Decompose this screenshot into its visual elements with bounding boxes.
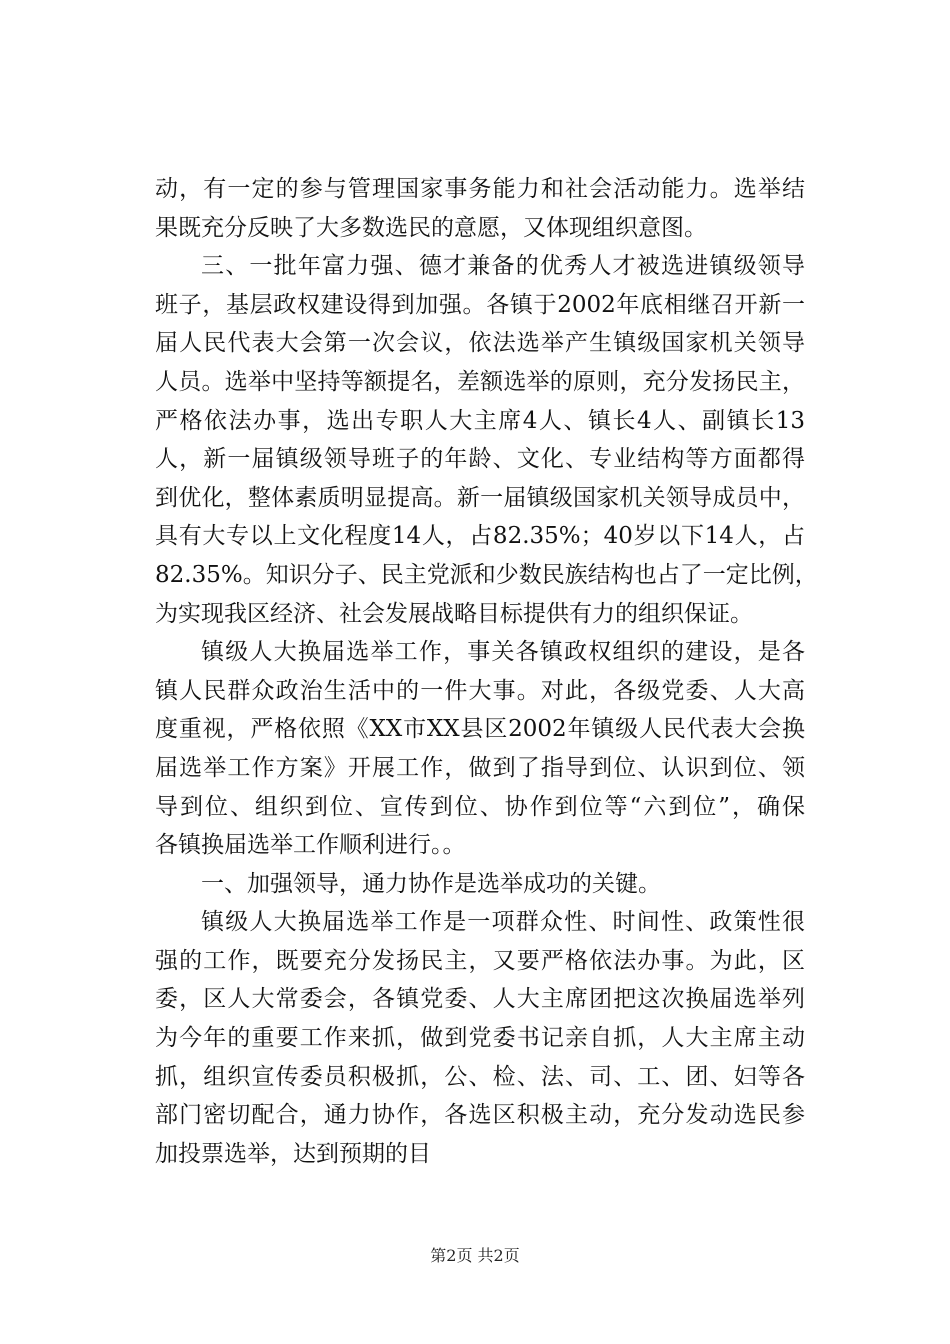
page-footer: 第2页 共2页 bbox=[430, 1246, 520, 1265]
text-line: 果既充分反映了大多数选民的意愿，又体现组织意图。 bbox=[155, 214, 707, 241]
text-line: 人，新一届镇级领导班子的年龄、文化、专业结构等方面都得 bbox=[155, 446, 805, 473]
text-line: 为实现我区经济、社会发展战略目标提供有力的组织保证。 bbox=[155, 600, 753, 627]
text-line: 部门密切配合，通力协作，各选区积极主动，充分发动选民参 bbox=[155, 1102, 805, 1129]
text-line: 镇级人大换届选举工作，事关各镇政权组织的建设，是各 bbox=[201, 639, 805, 666]
text-line: 班子，基层政权建设得到加强。各镇于2002年底相继召开新一 bbox=[155, 291, 805, 318]
text-line: 抓，组织宣传委员积极抓，公、检、法、司、工、团、妇等各 bbox=[155, 1063, 805, 1090]
text-line: 到优化，整体素质明显提高。新一届镇级国家机关领导成员中， bbox=[155, 484, 805, 511]
text-line: 三、一批年富力强、德才兼备的优秀人才被选进镇级领导 bbox=[201, 253, 805, 280]
text-line: 镇人民群众政治生活中的一件大事。对此，各级党委、人大高 bbox=[155, 677, 805, 704]
text-line: 委，区人大常委会，各镇党委、人大主席团把这次换届选举列 bbox=[155, 986, 805, 1013]
text-line: 加投票选举，达到预期的目 bbox=[155, 1140, 431, 1167]
text-line: 一、加强领导，通力协作是选举成功的关键。 bbox=[201, 870, 661, 897]
text-line: 镇级人大换届选举工作是一项群众性、时间性、政策性很 bbox=[201, 909, 805, 936]
text-line: 届选举工作方案》开展工作，做到了指导到位、认识到位、领 bbox=[155, 754, 805, 781]
text-line: 严格依法办事，选出专职人大主席4人、镇长4人、副镇长13 bbox=[155, 407, 805, 434]
text-line: 各镇换届选举工作顺利进行。。 bbox=[155, 832, 466, 859]
text-line: 动，有一定的参与管理国家事务能力和社会活动能力。选举结 bbox=[155, 176, 805, 202]
text-line: 人员。选举中坚持等额提名，差额选举的原则，充分发扬民主， bbox=[155, 368, 805, 395]
text-line: 导到位、组织到位、宣传到位、协作到位等“六到位”，确保 bbox=[155, 793, 805, 820]
text-line: 82.35%。知识分子、民主党派和少数民族结构也占了一定比例， bbox=[155, 561, 818, 588]
text-line: 为今年的重要工作来抓，做到党委书记亲自抓，人大主席主动 bbox=[155, 1025, 805, 1052]
text-line: 强的工作，既要充分发扬民主，又要严格依法办事。为此，区 bbox=[155, 947, 805, 974]
text-line: 具有大专以上文化程度14人，占82.35%；40岁以下14人，占 bbox=[155, 523, 805, 550]
document-body bbox=[155, 170, 818, 1173]
text-line: 届人民代表大会第一次会议，依法选举产生镇级国家机关领导 bbox=[155, 330, 805, 357]
text-line: 度重视，严格依照《XX市XX县区2002年镇级人民代表大会换 bbox=[155, 716, 805, 743]
